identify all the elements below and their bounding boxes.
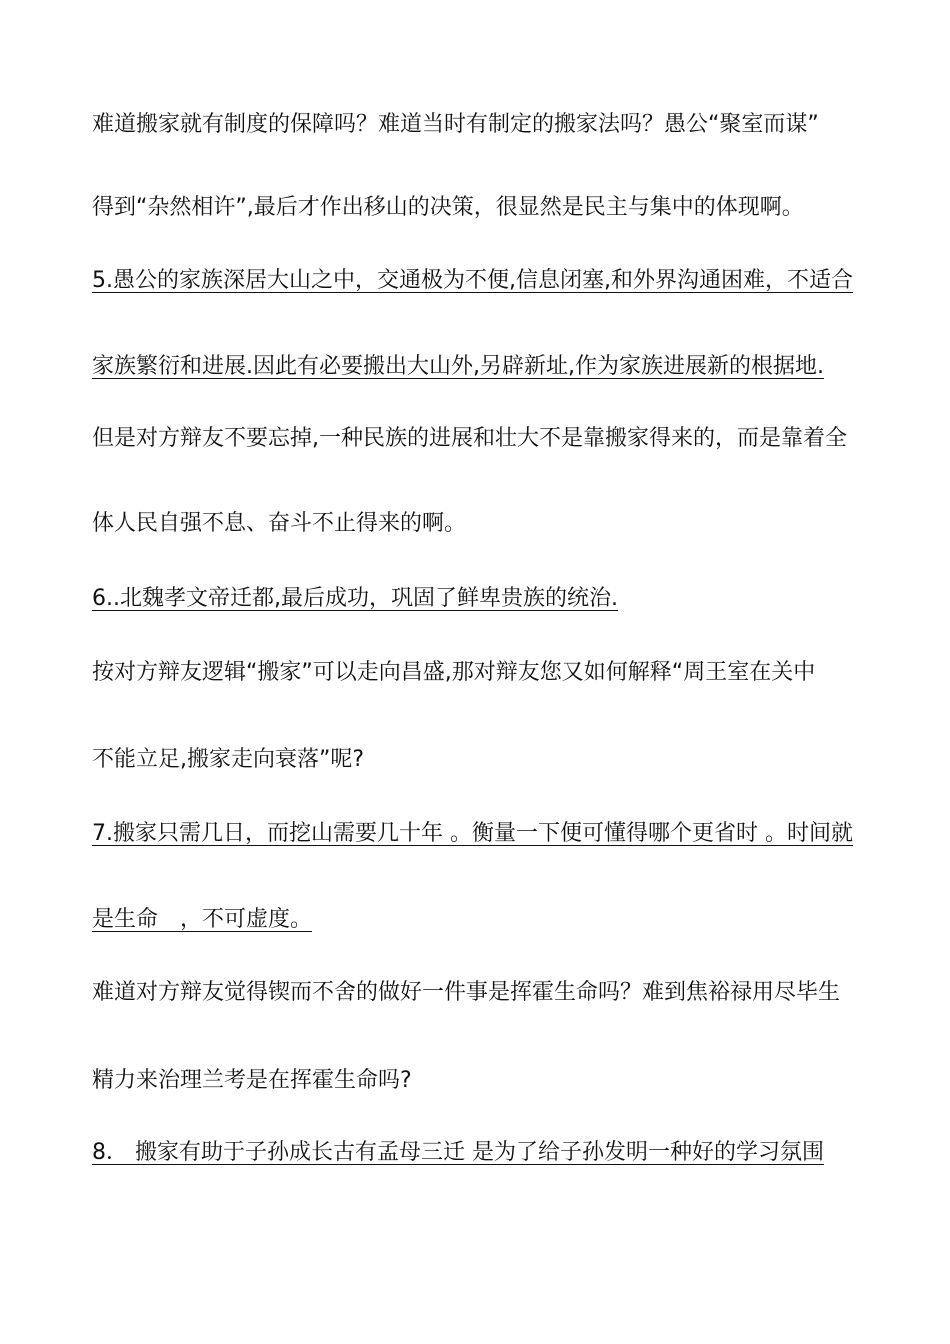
underlined-text-line: 是生命 ，不可虚度。 xyxy=(92,907,313,932)
underlined-text-line: 5.愚公的家族深居大山之中，交通极为不便,信息闭塞,和外界沟通困难，不适合 xyxy=(92,268,853,293)
text-line: 但是对方辩友不要忘掉,一种民族的进展和壮大不是靠搬家得来的，而是靠着全 xyxy=(92,426,847,451)
underlined-text-line: 家族繁衍和进展.因此有必要搬出大山外,另辟新址,作为家族进展新的根据地. xyxy=(92,354,824,379)
text-line: 精力来治理兰考是在挥霍生命吗? xyxy=(92,1068,412,1093)
text-line: 体人民自强不息、奋斗不止得来的啊。 xyxy=(92,511,467,536)
text-line: 按对方辩友逻辑“搬家”可以走向昌盛,那对辩友您又如何解释“周王室在关中 xyxy=(92,660,816,685)
text-line: 难道对方辩友觉得锲而不舍的做好一件事是挥霍生命吗？难到焦裕禄用尽毕生 xyxy=(92,980,841,1005)
text-line: 得到“杂然相许”,最后才作出移山的决策，很显然是民主与集中的体现啊。 xyxy=(92,195,804,220)
underlined-text-line: 8． 搬家有助于子孙成长古有孟母三迁 是为了给子孙发明一种好的学习氛围 xyxy=(92,1140,824,1165)
underlined-text-line: 7.搬家只需几日，而挖山需要几十年 。衡量一下便可懂得哪个更省时 。时间就 xyxy=(92,821,853,846)
text-line: 不能立足,搬家走向衰落”呢? xyxy=(92,747,365,772)
underlined-text-line: 6..北魏孝文帝迁都,最后成功，巩固了鲜卑贵族的统治. xyxy=(92,586,618,611)
text-line: 难道搬家就有制度的保障吗？难道当时有制定的搬家法吗？愚公“聚室而谋” xyxy=(92,112,819,137)
